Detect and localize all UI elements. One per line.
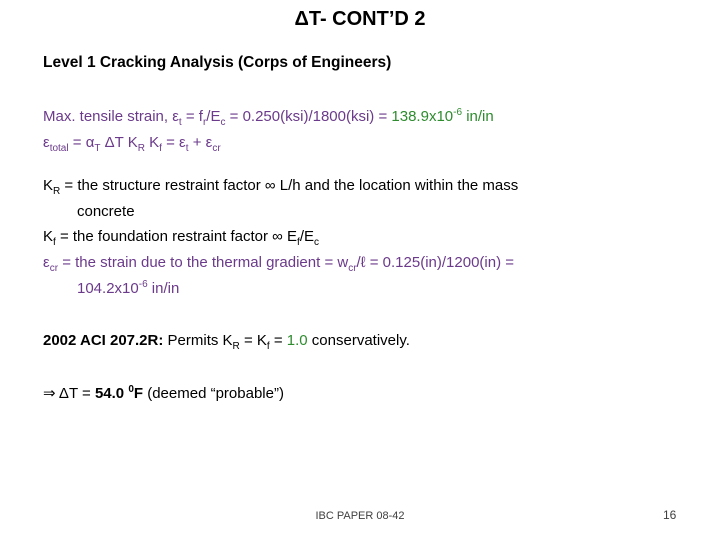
subscript: R — [232, 341, 240, 352]
max-strain-line — [43, 107, 494, 128]
subscript: f — [53, 237, 56, 248]
aci-text: = K — [239, 332, 267, 349]
kr-text: = the structure restraint factor ∞ L/h and the location within the mass — [60, 177, 519, 194]
aci-tail: conservatively. — [307, 332, 410, 349]
kf-definition — [43, 228, 320, 248]
page-number: 16 — [663, 508, 677, 522]
kr-definition — [43, 177, 519, 197]
equation-text: = ε — [161, 134, 186, 151]
epsilon-symbol: ε — [43, 134, 50, 151]
ecr-result-value: 104.2x10 — [77, 280, 139, 297]
footer-text: IBC PAPER 08-42 — [315, 510, 405, 522]
aci-value: 1.0 — [286, 332, 308, 349]
implies-arrow: ⇒ — [43, 385, 59, 402]
ecr-value: 0.125(in)/1200(in) = — [382, 254, 515, 271]
equation-text: K — [144, 134, 160, 151]
subscript: c — [314, 237, 320, 248]
delta-t-value: 54.0 — [94, 385, 129, 402]
ecr-text: = the strain due to the thermal gradient = w — [58, 254, 349, 271]
ecr-result-unit: in/in — [147, 280, 180, 297]
kf-symbol: K — [43, 228, 54, 245]
equation-text: = 0.250(ksi)/1800(ksi) = — [225, 108, 392, 125]
subscript: total — [49, 143, 69, 154]
aci-line — [43, 332, 410, 352]
slide-title: ΔT- CONT’D 2 — [294, 8, 426, 30]
subscript: f — [297, 237, 300, 248]
aci-reference: 2002 ACI 207.2R: — [43, 332, 164, 349]
kr-definition-continued: concrete — [77, 203, 135, 220]
subscript: f — [159, 143, 162, 154]
strain-unit: in/in — [462, 108, 494, 125]
equation-text: ΔT K — [100, 134, 138, 151]
subscript: T — [94, 143, 101, 154]
aci-text: Permits K — [163, 332, 233, 349]
aci-text: = — [269, 332, 287, 349]
equation-text: /E — [206, 108, 221, 125]
fahrenheit-unit: F — [133, 385, 144, 402]
ecr-text: /ℓ = — [356, 254, 383, 271]
equation-text: = α — [68, 134, 95, 151]
ecr-result — [77, 280, 179, 297]
subscript: cr — [212, 143, 221, 154]
subscript: t — [185, 143, 189, 154]
kf-text: = the foundation restraint factor ∞ E — [55, 228, 298, 245]
section-heading: Level 1 Cracking Analysis (Corps of Engineers) — [43, 54, 392, 71]
kf-text: /E — [299, 228, 315, 245]
subscript: R — [53, 186, 61, 197]
equation-text: = f — [181, 108, 203, 125]
kr-symbol: K — [43, 177, 54, 194]
epsilon-symbol: ε — [172, 108, 179, 125]
epsilon-symbol: ε — [43, 254, 50, 271]
subscript: c — [220, 117, 226, 128]
delta-t-label: ΔT = — [58, 385, 95, 402]
subscript: cr — [49, 263, 59, 274]
exponent: -6 — [138, 279, 148, 290]
total-strain-line — [43, 134, 221, 154]
subscript: t — [178, 117, 182, 128]
degree-superscript: 0 — [128, 384, 134, 395]
result-tail: (deemed “probable”) — [143, 385, 284, 402]
result-line — [43, 384, 284, 402]
equation-text: + ε — [188, 134, 213, 151]
exponent: -6 — [453, 107, 463, 118]
strain-result: 138.9x10 — [391, 108, 454, 125]
subscript: R — [137, 143, 145, 154]
strain-label: Max. tensile strain, — [43, 108, 173, 125]
subscript: r — [202, 117, 207, 128]
subscript: cr — [348, 263, 357, 274]
ecr-definition — [43, 254, 515, 274]
subscript: f — [266, 341, 270, 352]
